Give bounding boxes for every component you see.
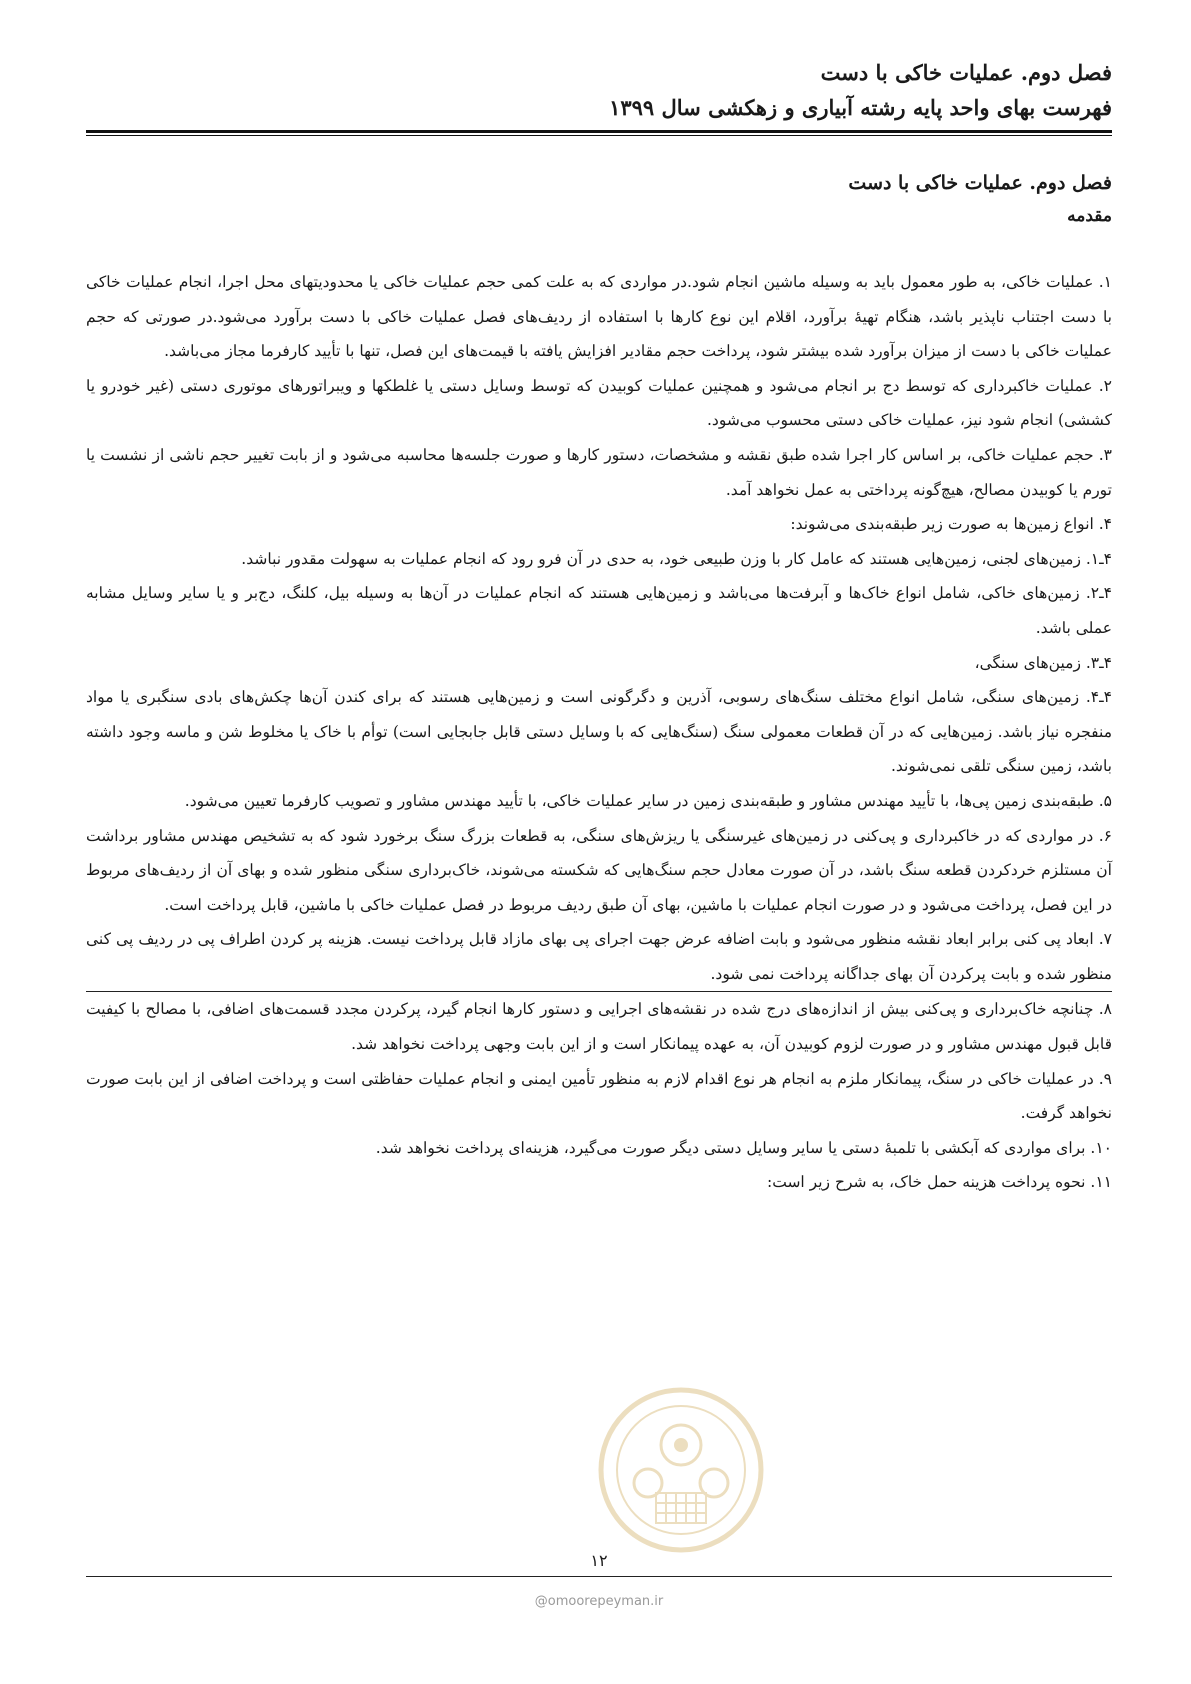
paragraph-6: ۶. در مواردی که در خاکبرداری و پی‌کنی در زمین‌های غیرسنگی یا ریزش‌های سنگی، به قطعات بزرگ سنگ برخورد شود که به تشخیص مهندس مشاور برداشت آن مستلزم خردکردن قطعه سنگ باشد، در آن صورت معادل حجم سنگ‌هایی که شکسته می‌شوند، خاک‌برداری سنگی منظور شده و بهای آن از ردیف‌های مربوط در این فصل، پرداخت می‌شود و در صورت انجام عملیات با ماشین، بهای آن طبق ردیف مربوط در فصل عملیات خاکی با ماشین، قابل پرداخت است.: [86, 826, 1112, 914]
body-text: [86, 265, 1112, 1200]
paragraph-8: ۸. چنانچه خاک‌برداری و پی‌کنی بیش از اندازه‌های درج شده در نقشه‌های اجرایی و دستور کارها انجام گیرد، پرکردن مجدد قسمت‌های اضافی، با مصالح با کیفیت قابل قبول مهندس مشاور و در صورت لزوم کوبیدن آن، به عهده پیمانکار است و از این بابت وجهی پرداخت نخواهد شد.: [86, 1000, 1112, 1054]
running-header: [86, 55, 1112, 125]
seal-watermark-icon: [596, 1385, 766, 1555]
paragraph-4-2: ۴ـ۲. زمین‌های خاکی، شامل انواع خاک‌ها و آبرفت‌ها می‌باشد و زمین‌هایی هستند که انجام عملیات در آن‌ها به وسیله بیل، کلنگ، دج‌بر و یا سایر وسایل مشابه عملی باشد.: [86, 584, 1112, 637]
paragraph-4-4: ۴ـ۴. زمین‌های سنگی، شامل انواع مختلف سنگ‌های رسوبی، آذرین و دگرگونی است و زمین‌هایی هستند که برای کندن آن‌ها چکش‌های بادی سنگبری یا مواد منفجره نیاز باشد. زمین‌هایی که در آن قطعات معمولی سنگ (سنگ‌هایی که با وسایل دستی قابل جابجایی است) توأم با خاک یا مخلوط شن و ماسه وجود داشته باشد، زمین سنگی تلقی نمی‌شوند.: [86, 688, 1112, 776]
paragraph-7: ۷. ابعاد پی کنی برابر ابعاد نقشه منظور می‌شود و بابت اضافه عرض جهت اجرای پی بهای مازاد قابل پرداخت نیست. هزینه پر کردن اطراف پی در ردیف پی کنی منظور شده و بابت پرکردن آن بهای جداگانه پرداخت نمی شود.: [86, 922, 1112, 992]
paragraph-4-1: ۴ـ۱. زمین‌های لجنی، زمین‌هایی هستند که عامل کار با وزن طبیعی خود، به حدی در آن فرو رود که انجام عملیات به سهولت مقدور نباشد.: [241, 549, 1112, 568]
intro-heading: مقدمه: [1067, 206, 1112, 226]
paragraph-5: ۵. طبقه‌بندی زمین پی‌ها، با تأیید مهندس مشاور و طبقه‌بندی زمین در سایر عملیات خاکی، با تأیید مهندس مشاور و تصویب کارفرما تعیین می‌شود.: [184, 791, 1112, 810]
header-document-title: فهرست بهای واحد پایه رشته آبیاری و زهکشی سال ۱۳۹۹: [609, 95, 1112, 120]
document-page: [86, 0, 1112, 1684]
footer-divider: [86, 1576, 1112, 1577]
paragraph-3: ۳. حجم عملیات خاکی، بر اساس کار اجرا شده طبق نقشه و مشخصات، دستور کارها و صورت جلسه‌ها محاسبه می‌شود و از بابت تغییر حجم ناشی از نشست یا تورم یا کوبیدن مصالح، هیچ‌گونه پرداختی به عمل نخواهد آمد.: [86, 445, 1112, 499]
header-chapter-title: فصل دوم. عملیات خاکی با دست: [820, 60, 1112, 85]
footer-website[interactable]: @omoorepeyman.ir: [534, 1594, 664, 1609]
paragraph-1: ۱. عملیات خاکی، به طور معمول باید به وسیله ماشین انجام شود.در مواردی که به علت کمی حجم عملیات خاکی یا محدودیتهای محل اجرا، انجام عملیات خاکی با دست اجتناب ناپذیر باشد، هنگام تهیهٔ برآورد، اقلام این نوع کارها با استفاده از ردیف‌های فصل عملیات خاکی با دست برآورد می‌شود.در صورتی که حجم عملیات خاکی با دست از میزان برآورد شده بیشتر شود، پرداخت حجم مقادیر افزایش یافته با قیمت‌های این فصل، تنها با تأیید کارفرما مجاز می‌باشد.: [86, 273, 1112, 361]
paragraph-4: ۴. انواع زمین‌ها به صورت زیر طبقه‌بندی می‌شوند:: [790, 515, 1112, 534]
paragraph-11: ۱۱. نحوه پرداخت هزینه حمل خاک، به شرح زیر است:: [767, 1173, 1112, 1192]
header-divider-thin: [86, 135, 1112, 136]
header-divider-thick: [86, 130, 1112, 133]
paragraph-10: ۱۰. برای مواردی که آبکشی با تلمبهٔ دستی یا سایر وسایل دستی دیگر صورت می‌گیرد، هزینه‌ای پرداخت نخواهد شد.: [375, 1138, 1112, 1157]
paragraph-9: ۹. در عملیات خاکی در سنگ، پیمانکار ملزم به انجام هر نوع اقدام لازم به منظور تأمین ایمنی و انجام عملیات حفاظتی است و پرداخت اضافی از این بابت صورت نخواهد گرفت.: [86, 1069, 1112, 1123]
paragraph-4-3: ۴ـ۳. زمین‌های سنگی،: [974, 653, 1112, 672]
section-title: فصل دوم. عملیات خاکی با دست: [848, 172, 1112, 194]
paragraph-2: ۲. عملیات خاکبرداری که توسط دج بر انجام می‌شود و همچنین عملیات کوبیدن که توسط وسایل دستی یا غلطکها و ویبراتورهای موتوری دستی (غیر خودرو یا کششی) انجام شود نیز، عملیات خاکی دستی محسوب می‌شود.: [86, 376, 1112, 430]
page-number: ۱۲: [590, 1551, 608, 1570]
